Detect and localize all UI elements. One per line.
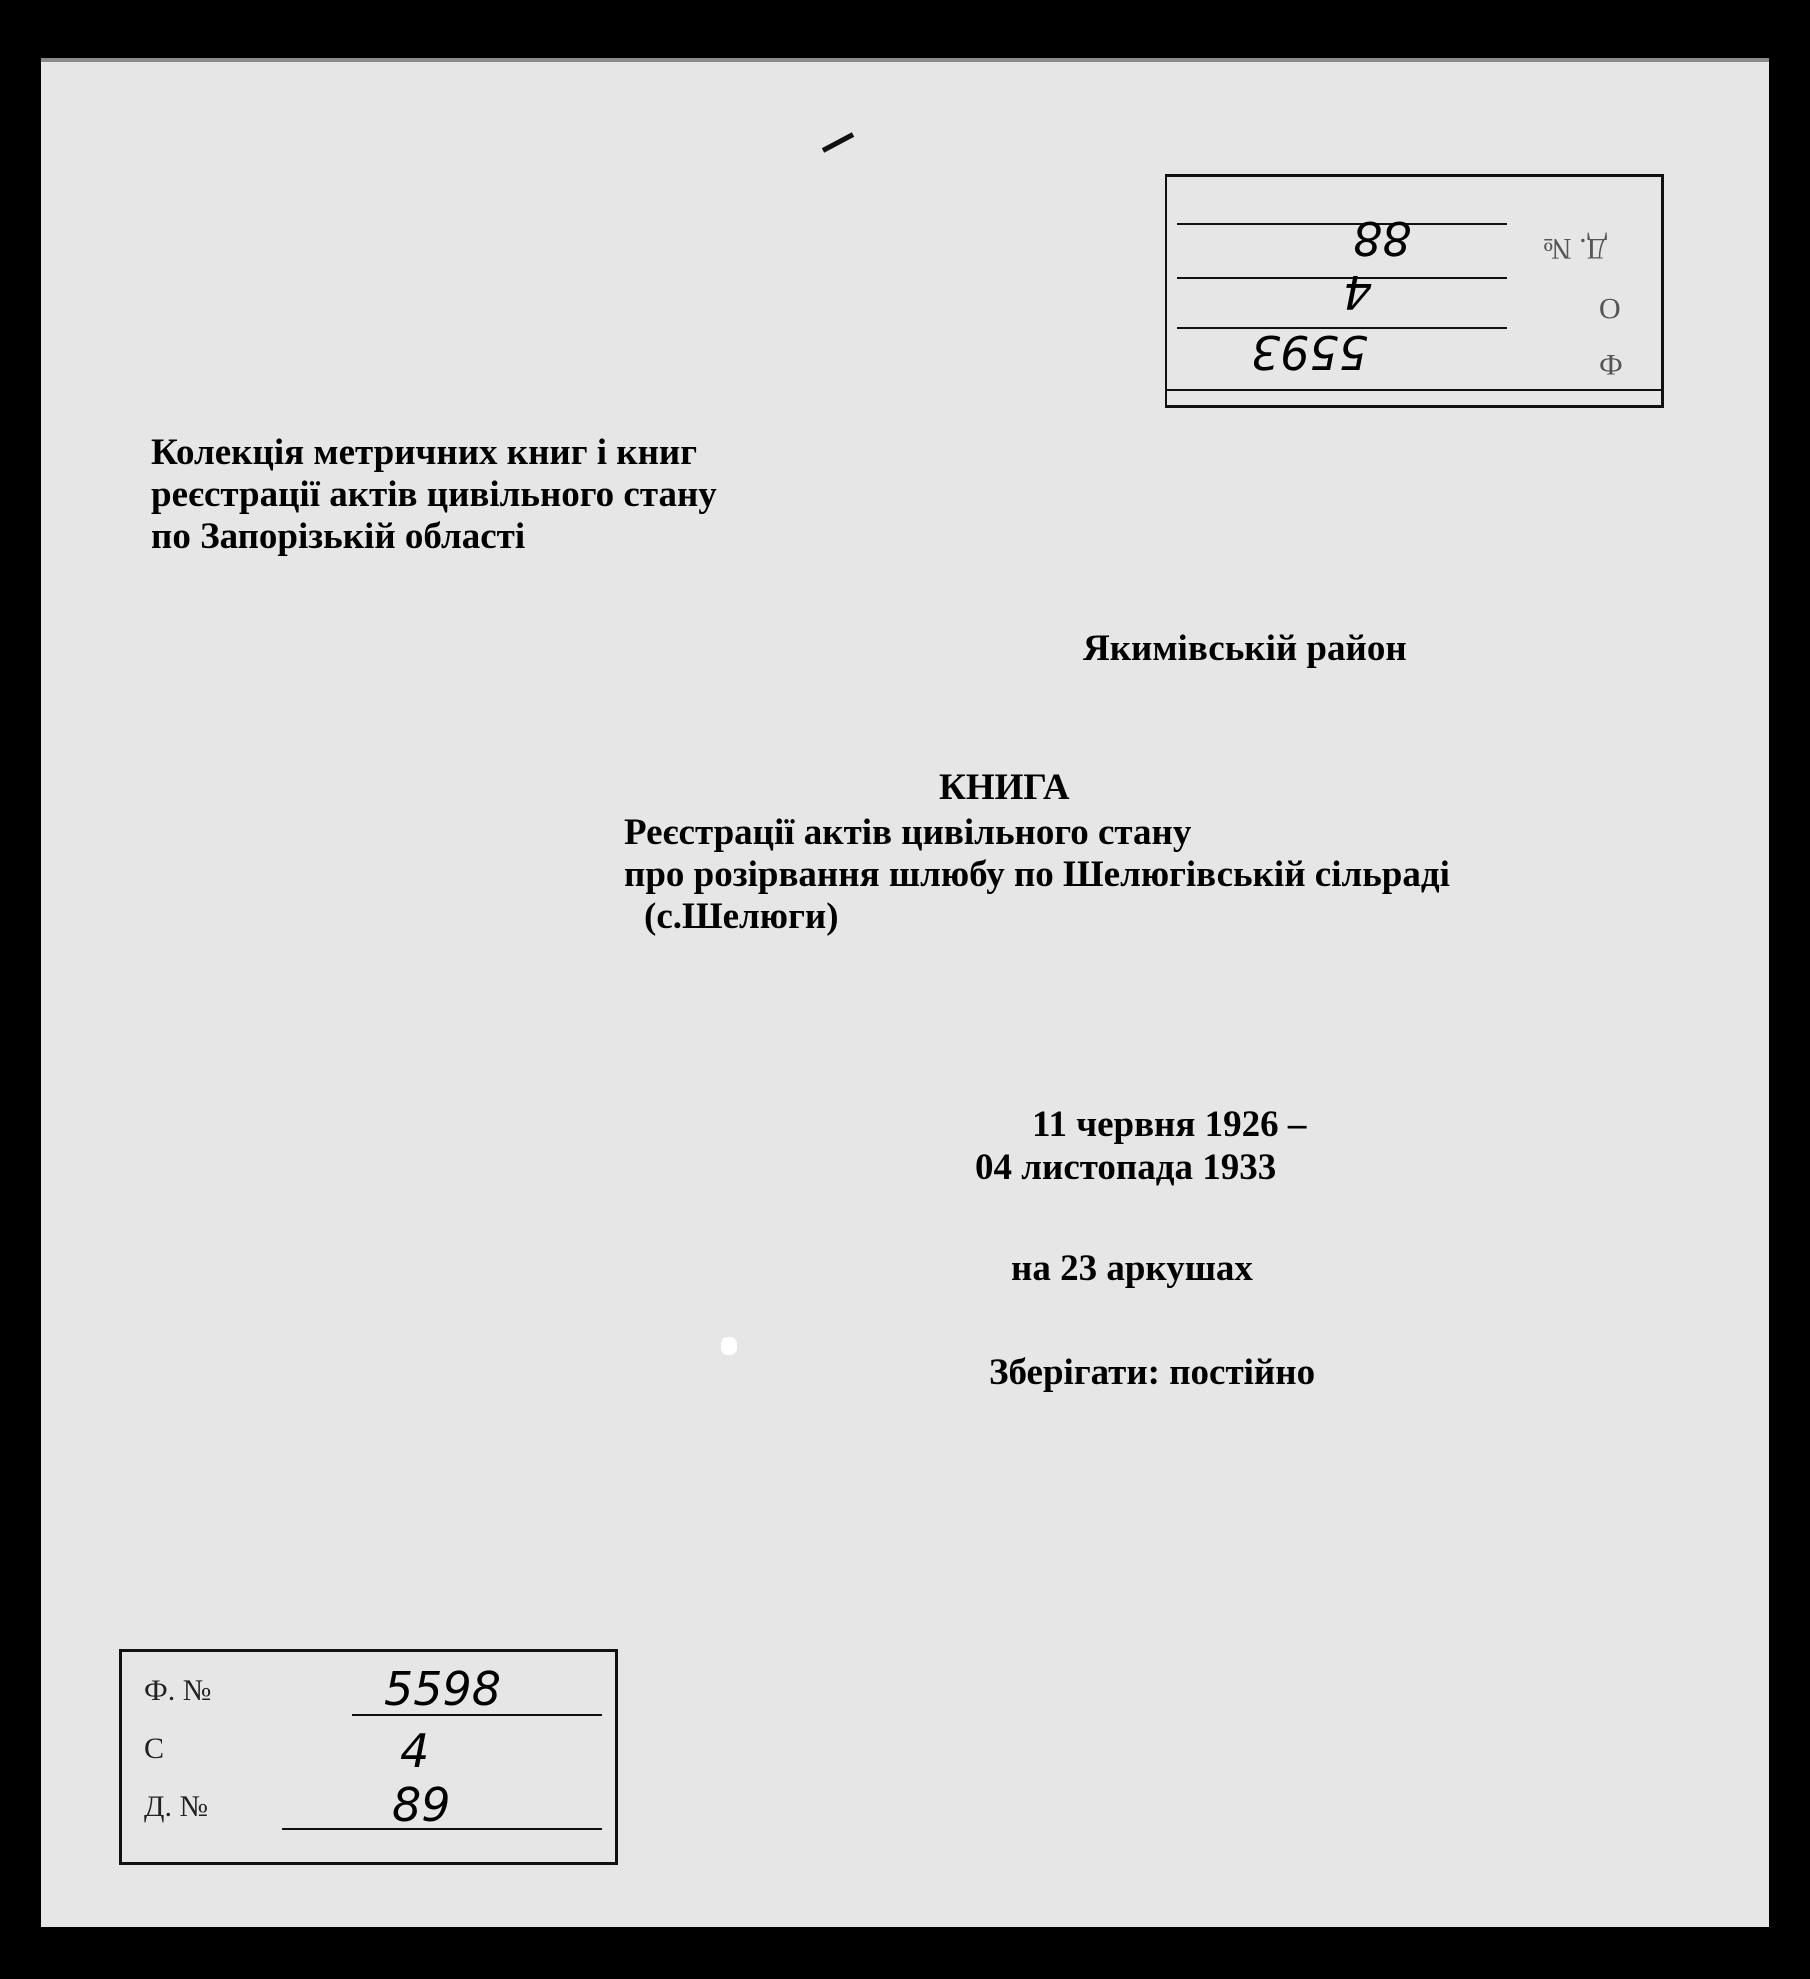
- header-line: по Запорізькій області: [151, 516, 526, 557]
- stamp-top-value-2: 4: [1343, 265, 1373, 319]
- sheet-count: на 23 аркушах: [1011, 1248, 1253, 1289]
- stamp-top-value-3: 5593: [1251, 325, 1369, 379]
- retention-period: Зберігати: постійно: [989, 1352, 1316, 1393]
- paper-speck: [721, 1337, 737, 1355]
- header-line: реєстрації актів цивільного стану: [151, 474, 717, 515]
- stamp-bottom-value-3: 89: [392, 1778, 451, 1832]
- archive-cover-page: [41, 58, 1769, 1927]
- stamp-bottom-value-1: 5598: [384, 1662, 502, 1716]
- stamp-bottom-label-3: Д. №: [144, 1790, 209, 1823]
- date-start: 11 червня 1926 –: [1032, 1104, 1307, 1145]
- book-line: (с.Шелюги): [644, 896, 839, 937]
- header-line: Колекція метричних книг і книг: [151, 432, 698, 473]
- pen-mark: [822, 132, 854, 152]
- stamp-bottom-value-2: 4: [400, 1724, 430, 1778]
- stamp-bottom-label-2: С: [144, 1732, 165, 1765]
- book-line: про розірвання шлюбу по Шелюгівській сільраді: [624, 854, 1450, 895]
- stamp-top-value-1: 88: [1353, 211, 1412, 265]
- book-line: Реєстрації актів цивільного стану: [624, 812, 1192, 853]
- stamp-top-label-1: Д. №: [1543, 232, 1608, 265]
- archive-stamp-top: [1165, 174, 1664, 408]
- stamp-top-label-2: О: [1599, 292, 1621, 325]
- stamp-top-label-3: Ф: [1599, 348, 1623, 381]
- collection-header: [151, 432, 717, 558]
- stamp-bottom-label-1: Ф. №: [144, 1674, 212, 1707]
- book-description: [624, 812, 1450, 938]
- archive-stamp-bottom: [119, 1649, 618, 1865]
- book-title: КНИГА: [939, 767, 1070, 808]
- date-end: 04 листопада 1933: [975, 1147, 1277, 1188]
- district-name: Якимівській район: [1083, 628, 1407, 669]
